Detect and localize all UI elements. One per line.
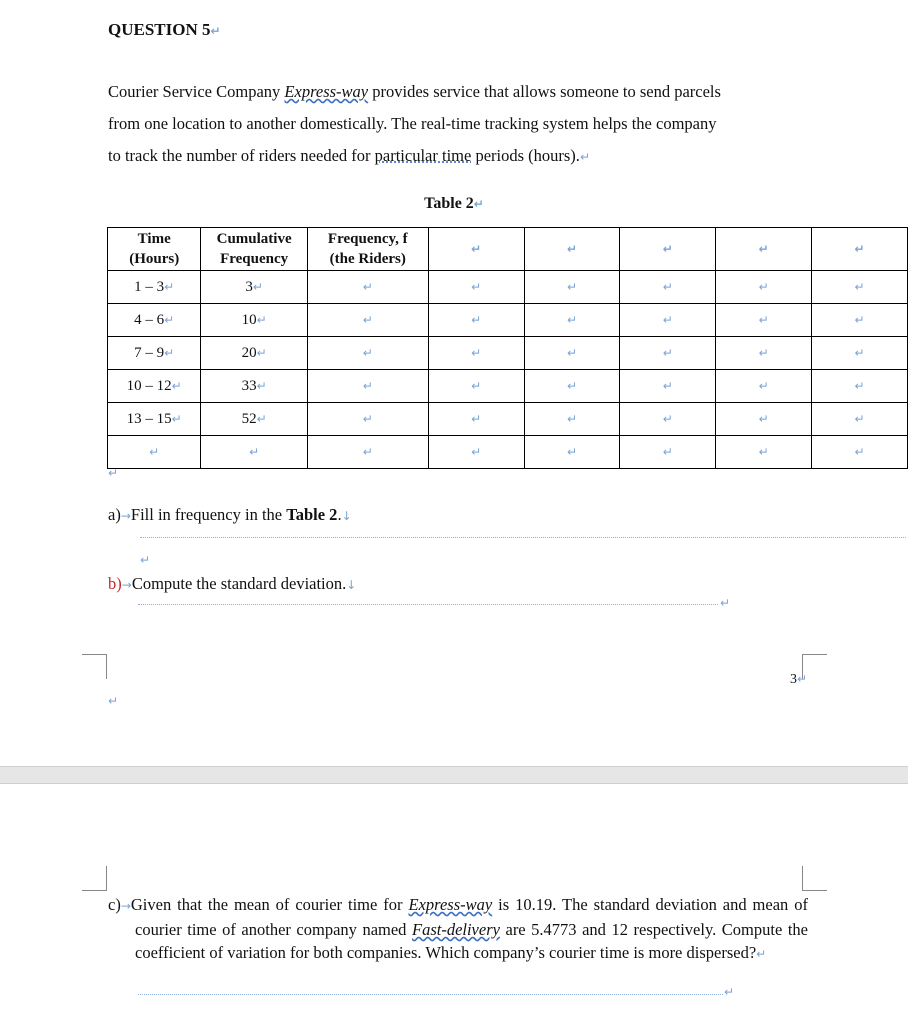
table-cell[interactable] — [428, 304, 524, 337]
table-cell[interactable] — [620, 337, 716, 370]
table-cell[interactable] — [428, 228, 524, 271]
answer-line-c[interactable] — [138, 994, 723, 995]
paragraph-mark-icon: ↵ — [140, 553, 151, 567]
cell-mark-icon: ↵ — [252, 279, 263, 294]
table-cell[interactable] — [716, 304, 812, 337]
cell-mark-icon: ↵ — [256, 345, 267, 360]
table-cell[interactable] — [428, 436, 524, 469]
table-cell[interactable] — [716, 271, 812, 304]
table-cell-frequency[interactable] — [307, 436, 428, 469]
cell-mark-icon: ↵ — [566, 444, 578, 459]
table-cell[interactable] — [716, 403, 812, 436]
table-cell-cumulative: 20↵ — [201, 337, 307, 370]
table-cell[interactable] — [812, 304, 908, 337]
question-b: b)→Compute the standard deviation.↓ — [108, 574, 357, 593]
table-row — [108, 271, 908, 304]
cell-mark-icon: ↵ — [164, 279, 175, 294]
table-cell[interactable] — [524, 271, 620, 304]
table-cell[interactable] — [524, 228, 620, 271]
cell-mark-icon: ↵ — [471, 378, 482, 393]
cell-mark-icon: ↵ — [362, 444, 373, 459]
tab-arrow-icon: → — [121, 578, 132, 592]
table-cell[interactable] — [812, 337, 908, 370]
cell-mark-icon: ↵ — [854, 279, 865, 294]
table-cell[interactable] — [620, 370, 716, 403]
cell-mark-icon: ↵ — [149, 444, 160, 459]
paragraph-mark-icon: ↵ — [797, 672, 808, 686]
table-cell[interactable] — [620, 403, 716, 436]
table-cell[interactable] — [620, 271, 716, 304]
table-cell[interactable] — [428, 271, 524, 304]
cell-mark-icon: ↵ — [471, 345, 482, 360]
cell-mark-icon: ↵ — [471, 242, 482, 256]
header-time: Time (Hours) — [108, 228, 201, 271]
page-number: 3↵ — [790, 672, 808, 687]
cell-mark-icon: ↵ — [854, 444, 865, 459]
cell-mark-icon: ↵ — [362, 312, 373, 327]
table-cell[interactable] — [620, 228, 716, 271]
cell-mark-icon: ↵ — [662, 345, 673, 360]
table-cell[interactable] — [428, 337, 524, 370]
cell-mark-icon: ↵ — [662, 378, 673, 393]
table-cell[interactable] — [620, 436, 716, 469]
cell-mark-icon: ↵ — [362, 411, 373, 426]
paragraph-mark-icon: ↵ — [210, 24, 221, 38]
header-cumulative: Cumulative Frequency — [201, 228, 307, 271]
cell-mark-icon: ↵ — [758, 279, 769, 294]
cell-mark-icon: ↵ — [758, 444, 769, 459]
table-cell-frequency[interactable] — [307, 337, 428, 370]
cell-mark-icon: ↵ — [471, 279, 482, 294]
intro-line-1: Courier Service Company Express-way provides service that allows someone to send parcels — [108, 82, 721, 101]
margin-corner-icon — [802, 866, 827, 891]
table-cell[interactable] — [620, 304, 716, 337]
table-cell-frequency[interactable] — [307, 304, 428, 337]
question-title: QUESTION 5↵ — [108, 20, 221, 39]
cell-mark-icon: ↵ — [854, 345, 865, 360]
table-cell[interactable] — [524, 436, 620, 469]
answer-line-a[interactable] — [140, 537, 906, 538]
table-cell-time — [108, 436, 201, 469]
table-header-row — [108, 228, 908, 271]
table-cell[interactable] — [524, 337, 620, 370]
cell-mark-icon: ↵ — [471, 312, 482, 327]
table-cell-cumulative: 10↵ — [201, 304, 307, 337]
table-cell-time: 4 – 6↵ — [108, 304, 201, 337]
cell-mark-icon: ↵ — [854, 378, 865, 393]
table-cell-frequency[interactable] — [307, 370, 428, 403]
cell-mark-icon: ↵ — [758, 378, 769, 393]
cell-mark-icon: ↵ — [662, 312, 673, 327]
company-name-link: Fast-delivery — [411, 920, 500, 939]
cell-mark-icon: ↵ — [566, 378, 578, 393]
cell-mark-icon: ↵ — [566, 279, 578, 294]
table-cell[interactable] — [524, 403, 620, 436]
cell-mark-icon: ↵ — [164, 345, 175, 360]
table-cell-cumulative: 33↵ — [201, 370, 307, 403]
question-a: a)→Fill in frequency in the Table 2.↓ — [108, 505, 352, 524]
table-cell[interactable] — [716, 337, 812, 370]
question-c: c)→Given that the mean of courier time for Express-way is 10.19. The standard deviation and mean of courier time of another company named Fast-delivery are 5.4773 and 12 respectively. Compute the coefficient of variation for both companies. Which company’s courier time is more dispersed?↵ — [108, 895, 809, 962]
cell-mark-icon: ↵ — [854, 242, 865, 256]
paragraph-mark-icon: ↵ — [473, 197, 484, 211]
table-cell[interactable] — [524, 304, 620, 337]
table-row — [108, 337, 908, 370]
paragraph-mark-icon: ↵ — [756, 947, 767, 961]
paragraph-mark-icon: ↵ — [108, 694, 119, 708]
table-cell[interactable] — [716, 436, 812, 469]
cell-mark-icon: ↵ — [256, 378, 267, 393]
company-name-link: Express-way — [408, 895, 493, 914]
cell-mark-icon: ↵ — [362, 279, 373, 294]
cell-mark-icon: ↵ — [566, 411, 578, 426]
cell-mark-icon: ↵ — [854, 411, 865, 426]
table-cell[interactable] — [428, 370, 524, 403]
cell-mark-icon: ↵ — [854, 312, 865, 327]
table-cell-time: 13 – 15↵ — [108, 403, 201, 436]
paragraph-mark-icon: ↵ — [579, 150, 590, 164]
cell-mark-icon: ↵ — [171, 411, 182, 426]
table-cell[interactable] — [812, 403, 908, 436]
table-cell-cumulative: 52↵ — [201, 403, 307, 436]
answer-line-b[interactable] — [138, 604, 718, 605]
cell-mark-icon: ↵ — [758, 411, 769, 426]
cell-mark-icon: ↵ — [471, 444, 482, 459]
header-frequency: Frequency, f (the Riders) — [307, 228, 428, 271]
cell-mark-icon: ↵ — [662, 279, 673, 294]
table-row — [108, 403, 908, 436]
cell-mark-icon: ↵ — [256, 411, 267, 426]
table-row — [108, 304, 908, 337]
cell-mark-icon: ↵ — [249, 444, 260, 459]
table-caption: Table 2↵ — [424, 195, 484, 212]
table-cell[interactable] — [812, 271, 908, 304]
cell-mark-icon: ↵ — [662, 411, 673, 426]
paragraph-mark-icon: ↵ — [108, 466, 119, 480]
cell-mark-icon: ↵ — [566, 242, 578, 256]
table-cell-cumulative: 3↵ — [201, 271, 307, 304]
table-cell[interactable] — [812, 436, 908, 469]
table-cell-time: 10 – 12↵ — [108, 370, 201, 403]
cell-mark-icon: ↵ — [362, 345, 373, 360]
table-cell[interactable] — [716, 370, 812, 403]
cell-mark-icon: ↵ — [662, 444, 673, 459]
cell-mark-icon: ↵ — [164, 312, 175, 327]
table-cell[interactable] — [524, 370, 620, 403]
cell-mark-icon: ↵ — [758, 242, 769, 256]
table-cell[interactable] — [812, 228, 908, 271]
intro-line-3: to track the number of riders needed for particular time periods (hours).↵ — [108, 146, 590, 165]
table-cell[interactable] — [716, 228, 812, 271]
line-break-icon: ↓ — [346, 578, 357, 592]
table-cell[interactable] — [428, 403, 524, 436]
margin-corner-icon — [82, 866, 107, 891]
cell-mark-icon: ↵ — [566, 312, 578, 327]
cell-mark-icon: ↵ — [256, 312, 267, 327]
line-break-icon: ↓ — [341, 509, 352, 523]
frequency-table — [107, 227, 908, 469]
cell-mark-icon: ↵ — [566, 345, 578, 360]
cell-mark-icon: ↵ — [662, 242, 673, 256]
table-cell[interactable] — [812, 370, 908, 403]
table-cell-cumulative — [201, 436, 307, 469]
table-row — [108, 436, 908, 469]
cell-mark-icon: ↵ — [171, 378, 182, 393]
page-break — [0, 766, 908, 784]
table-cell-time: 1 – 3↵ — [108, 271, 201, 304]
table-cell-frequency[interactable] — [307, 403, 428, 436]
cell-mark-icon: ↵ — [471, 411, 482, 426]
table-row — [108, 370, 908, 403]
intro-line-2: from one location to another domestically. The real-time tracking system helps the company — [108, 114, 717, 133]
cell-mark-icon: ↵ — [362, 378, 373, 393]
table-cell-time: 7 – 9↵ — [108, 337, 201, 370]
tab-arrow-icon: → — [120, 899, 131, 913]
table-cell-frequency[interactable] — [307, 271, 428, 304]
paragraph-mark-icon: ↵ — [720, 596, 731, 610]
cell-mark-icon: ↵ — [758, 345, 769, 360]
margin-corner-icon — [82, 654, 107, 679]
cell-mark-icon: ↵ — [758, 312, 769, 327]
company-name-link: Express-way — [284, 82, 369, 101]
tab-arrow-icon: → — [120, 509, 131, 523]
paragraph-mark-icon: ↵ — [724, 985, 735, 999]
